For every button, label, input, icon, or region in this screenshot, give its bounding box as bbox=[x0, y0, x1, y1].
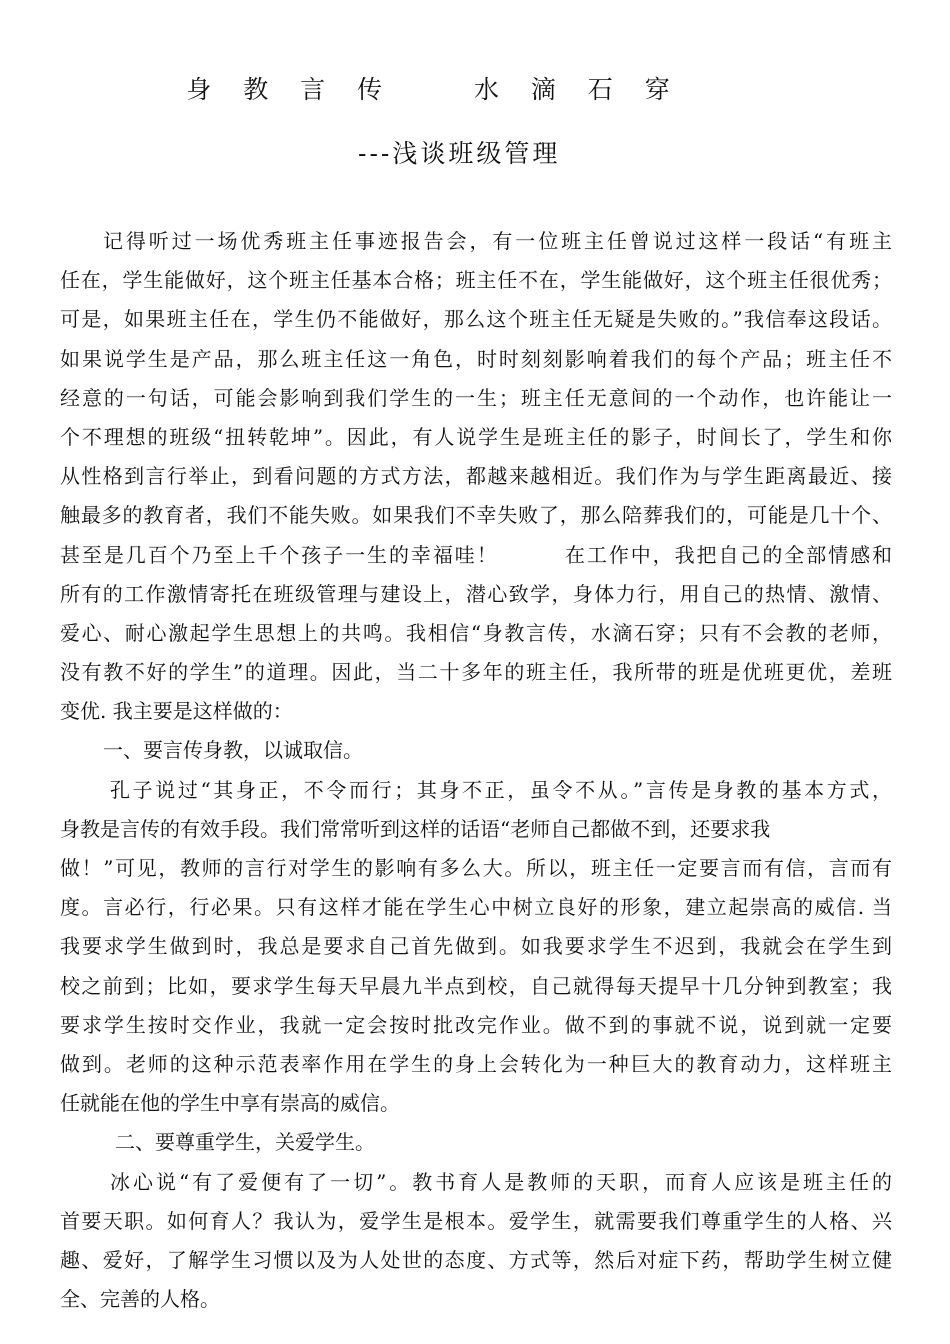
document-subtitle: ---浅谈班级管理 bbox=[358, 139, 561, 168]
paragraph-line: 如果说学生是产品，那么班主任这一角色，时时刻刻影响着我们的每个产品；班主任不 bbox=[60, 346, 892, 371]
paragraph-line: 要求学生按时交作业，我就一定会按时批改完作业。做不到的事就不说，说到就一定要 bbox=[60, 1012, 892, 1037]
paragraph-line: 个不理想的班级“扭转乾坤”。因此，有人说学生是班主任的影子，时间长了，学生和你 bbox=[60, 424, 892, 449]
paragraph-line: 全、完善的人格。 bbox=[60, 1287, 220, 1312]
paragraph-line: 身教是言传的有效手段。我们常常听到这样的话语“老师自己都做不到，还要求我 bbox=[60, 816, 771, 841]
document-title: 身 教 言 传 水 滴 石 穿 bbox=[186, 75, 682, 104]
paragraph-line: 触最多的教育者，我们不能失败。如果我们不幸失败了，那么陪葬我们的，可能是几十个、 bbox=[60, 503, 892, 528]
paragraph-line: 所有的工作激情寄托在班级管理与建设上，潜心致学，身体力行，用自己的热情、激情、 bbox=[60, 581, 892, 606]
paragraph-line: 经意的一句话，可能会影响到我们学生的一生；班主任无意间的一个动作，也许能让一 bbox=[60, 385, 892, 410]
paragraph-line: 冰心说“有了爱便有了一切”。教书育人是教师的天职，而育人应该是班主任的 bbox=[110, 1169, 892, 1194]
paragraph-line: 校之前到；比如，要求学生每天早晨九半点到校，自己就得每天提早十几分钟到教室；我 bbox=[60, 973, 892, 998]
paragraph-line: 变优. 我主要是这样做的： bbox=[60, 699, 293, 724]
paragraph-line: 首要天职。如何育人？我认为，爱学生是根本。爱学生，就需要我们尊重学生的人格、兴 bbox=[60, 1208, 892, 1233]
section-heading: 一、要言传身教，以诚取信。 bbox=[103, 738, 363, 763]
paragraph-line: 可是，如果班主任在，学生仍不能做好，那么这个班主任无疑是失败的。”我信奉这段话。 bbox=[60, 307, 892, 332]
paragraph-line: 从性格到言行举止，到看问题的方式方法，都越来越相近。我们作为与学生距离最近、接 bbox=[60, 464, 892, 489]
paragraph-line: 趣、爱好，了解学生习惯以及为人处世的态度、方式等，然后对症下药，帮助学生树立健 bbox=[60, 1247, 892, 1272]
paragraph-line: 记得听过一场优秀班主任事迹报告会，有一位班主任曾说过这样一段话“有班主 bbox=[103, 229, 892, 253]
paragraph-line: 度。言必行，行必果。只有这样才能在学生心中树立良好的形象，建立起崇高的威信. 当 bbox=[60, 895, 892, 920]
paragraph-line: 没有教不好的学生”的道理。因此，当二十多年的班主任，我所带的班是优班更优，差班 bbox=[60, 660, 892, 685]
paragraph-line: 任在，学生能做好，这个班主任基本合格；班主任不在，学生能做好，这个班主任很优秀； bbox=[60, 268, 892, 293]
paragraph-line: 我要求学生做到时，我总是要求自己首先做到。如我要求学生不迟到，我就会在学生到 bbox=[60, 934, 892, 959]
section-heading: 二、要尊重学生，关爱学生。 bbox=[115, 1130, 375, 1155]
paragraph-line: 做到。老师的这种示范表率作用在学生的身上会转化为一种巨大的教育动力，这样班主 bbox=[60, 1051, 892, 1076]
paragraph-line: 甚至是几百个乃至上千个孩子一生的幸福哇！ 在工作中，我把自己的全部情感和 bbox=[60, 542, 892, 567]
paragraph-line: 爱心、耐心激起学生思想上的共鸣。我相信“身教言传，水滴石穿；只有不会教的老师， bbox=[60, 620, 892, 645]
document-body bbox=[60, 222, 892, 1319]
paragraph-line: 任就能在他的学生中享有崇高的威信。 bbox=[60, 1091, 400, 1116]
paragraph-line: 孔子说过“其身正，不令而行；其身不正，虽令不从。”言传是身教的基本方式， bbox=[110, 777, 892, 802]
paragraph-line: 做！”可见，教师的言行对学生的影响有多么大。所以，班主任一定要言而有信，言而有 bbox=[60, 856, 892, 880]
